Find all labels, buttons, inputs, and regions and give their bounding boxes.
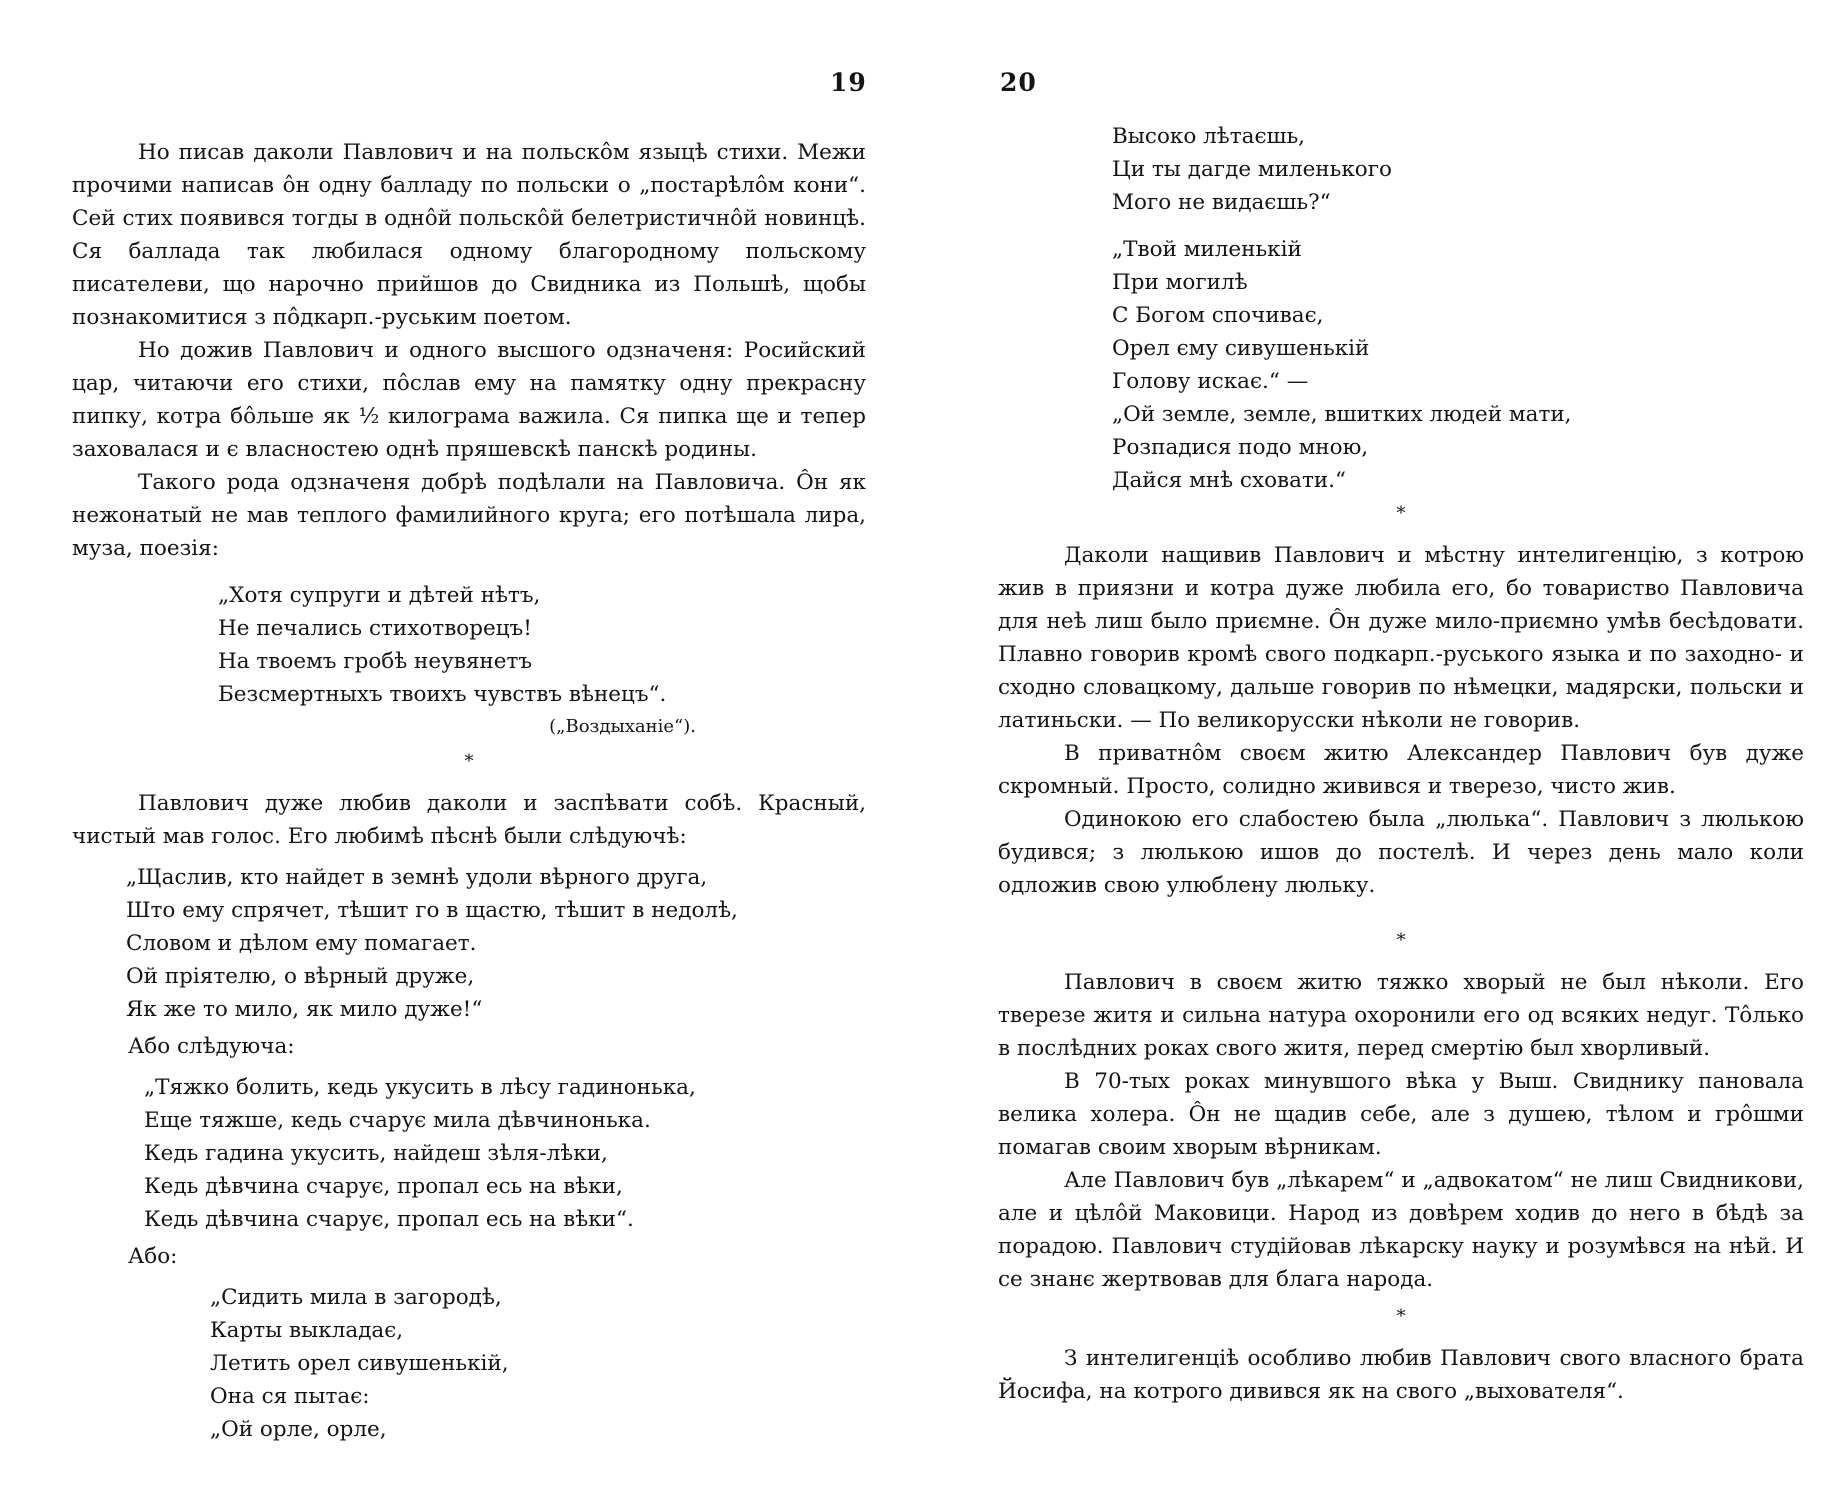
verse-line: „Твой миленькій [1112, 237, 1302, 262]
verse-intro: Або слѣдуюча: [128, 1034, 295, 1059]
verse-line: „Сидить мила в загородѣ, [210, 1285, 502, 1310]
page-number-20: 20 [1000, 68, 1037, 97]
right-page-text [998, 120, 1804, 1408]
verse-line: Орел єму сивушенькій [1112, 336, 1370, 361]
paragraph: Павлович в своєм житю тяжко хворый не был нѣколи. Его тверезе житя и сильна натура охоронили его од всяких недуг. Тôлько в послѣдних роках свого житя, перед смертію был хворливый. [998, 970, 1804, 1061]
page-number-19: 19 [830, 68, 867, 97]
verse-line: Кедь дѣвчина счарує, пропал есь на вѣки, [144, 1174, 623, 1199]
verse-block [126, 861, 866, 1026]
verse-line: Кедь дѣвчина счарує, пропал есь на вѣки“. [144, 1207, 634, 1232]
verse-block [1112, 233, 1804, 497]
verse-line: С Богом спочиває, [1112, 303, 1324, 328]
left-page-text [72, 136, 866, 1446]
verse-line: „Ой орле, орле, [210, 1417, 387, 1442]
verse-line: Безсмертныхъ твоихъ чувствъ вѣнецъ“. [218, 682, 667, 707]
section-separator: * [1396, 1306, 1406, 1327]
verse-line: На твоемъ гробѣ неувянетъ [218, 649, 533, 674]
paragraph: Такого рода одзначеня добрѣ подѣлали на Павловича. Ôн як нежонатый не мав теплого фамилийного круга; его потѣшала лира, муза, поезія: [72, 470, 866, 561]
verse-line: Словом и дѣлом ему помагает. [126, 931, 477, 956]
verse-attribution: („Воздыханіе“). [549, 716, 696, 737]
verse-line: Летить орел сивушенькій, [210, 1351, 509, 1376]
paragraph: Але Павлович був „лѣкарем“ и „адвокатом“ не лиш Свидникови, але и цѣлôй Маковици. Народ из довѣрем ходив до него в бѣдѣ за порадою. Павлович студійовав лѣкарску науку и розумѣвся на нѣй. И се знанє жертвовав для блага народа. [998, 1168, 1804, 1292]
verse-line: Розпадися подо мною, [1112, 435, 1369, 460]
paragraph: Павлович дуже любив даколи и заспѣвати собѣ. Красный, чистый мав голос. Его любимѣ пѣснѣ были слѣдуючѣ: [72, 791, 866, 849]
verse-line: Як же то мило, як мило дуже!“ [126, 997, 483, 1022]
verse-line: „Щаслив, кто найдет в земнѣ удоли вѣрного друга, [126, 865, 708, 890]
paragraph: В приватнôм своєм житю Александер Павлович був дуже скромный. Просто, солидно живився и тверезо, чисто жив. [998, 741, 1804, 799]
section-separator: * [464, 751, 474, 772]
verse-intro: Або: [128, 1244, 178, 1269]
verse-block [218, 579, 866, 711]
verse-line: Она ся пытає: [210, 1384, 370, 1409]
section-separator: * [1396, 503, 1406, 524]
spacer [998, 902, 1804, 920]
paragraph: Но писав даколи Павлович и на польскôм языцѣ стихи. Межи прочими написав ôн одну балладу по польски о „постарѣлôм кони“. Сей стих появився тогды в однôй польскôй белетристичнôй новинцѣ. Ся баллада так любилася одному благородному польскому писателеви, що нарочно прийшов до Свидника из Польшѣ, щобы познакомитися з пôдкарп.-руським поетом. [72, 140, 866, 330]
verse-line: Мого не видаєшь?“ [1112, 190, 1331, 215]
verse-line: Голову искає.“ — [1112, 369, 1309, 394]
verse-line: Што ему спрячет, тѣшит го в щастю, тѣшит в недолѣ, [126, 898, 738, 923]
right-page [960, 0, 1820, 1500]
verse-line: Карты выкладає, [210, 1318, 404, 1343]
paragraph: Даколи нащивив Павлович и мѣстну интелигенцію, з котрою жив в приязни и котра дуже любила его, бо товариство Павловича для неѣ лиш было приємне. Ôн дуже мило-приємно умѣв бесѣдовати. Плавно говорив кромѣ свого подкарп.-руського языка и по заходно- и сходно словацкому, дальше говорив по нѣмецки, мадярски, польски и латиньски. — По великорусски нѣколи не говорив. [998, 543, 1804, 733]
paragraph: В 70-тых роках минувшого вѣка у Выш. Свиднику пановала велика холера. Ôн не щадив себе, але з душею, тѣлом и грôшми помагав своим хворым вѣрникам. [998, 1069, 1804, 1160]
paragraph: Но дожив Павлович и одного высшого одзначеня: Росийский цар, читаючи его стихи, пôслав ему на памятку одну прекрасну пипку, котра бôльше як ½ килограма важила. Ся пипка ще и тепер заховалася и є власностею однѣ пряшевскѣ панскѣ родины. [72, 338, 866, 462]
verse-block [1112, 120, 1804, 219]
verse-line: „Ой земле, земле, вшитких людей мати, [1112, 402, 1572, 427]
verse-line: Еще тяжше, кедь счарує мила дѣвчинонька. [144, 1108, 651, 1133]
verse-block [210, 1281, 866, 1446]
section-separator: * [1396, 930, 1406, 951]
verse-line: Высоко лѣтаєшь, [1112, 124, 1306, 149]
verse-line: „Тяжко болить, кедь укусить в лѣсу гадинонька, [144, 1075, 696, 1100]
verse-block [144, 1071, 866, 1236]
paragraph: З интелигенціѣ особливо любив Павлович свого власного брата Йосифа, на котрого дивився як на свого „выхователя“. [998, 1346, 1804, 1404]
paragraph: Одинокою его слабостею была „люлька“. Павлович з люлькою будився; з люлькою ишов до постелѣ. И через день мало коли одложив свою улюблену люльку. [998, 807, 1804, 898]
verse-line: Не печались стихотворецъ! [218, 616, 532, 641]
verse-line: Ой пріятелю, о вѣрный друже, [126, 964, 475, 989]
verse-line: Дайся мнѣ сховати.“ [1112, 468, 1347, 493]
verse-line: „Хотя супруги и дѣтей нѣтъ, [218, 583, 541, 608]
verse-line: Ци ты дагде миленького [1112, 157, 1392, 182]
verse-line: Кедь гадина укусить, найдеш зѣля-лѣки, [144, 1141, 608, 1166]
left-page [0, 0, 900, 1500]
verse-line: При могилѣ [1112, 270, 1248, 295]
